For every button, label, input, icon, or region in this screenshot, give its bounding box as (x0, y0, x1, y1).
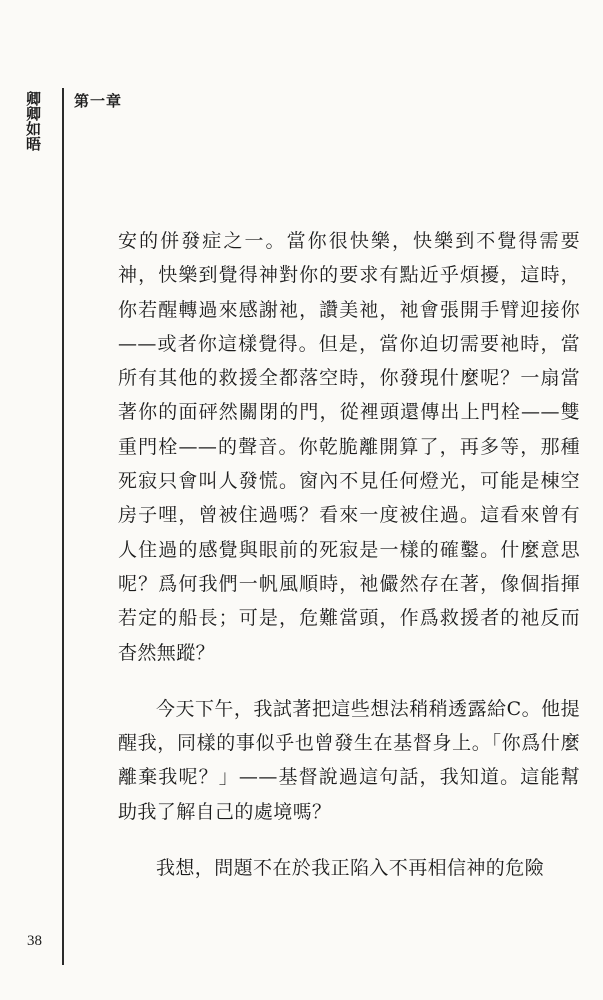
chapter-heading: 第一章 (74, 92, 123, 110)
page-number: 38 (27, 933, 42, 949)
book-title: 卿卿如晤 (24, 91, 42, 151)
paragraph: 今天下午，我試著把這些想法稍稍透露給C。他提醒我，同樣的事似乎也曾發生在基督身上。「你爲什麼離棄我呢？」——基督說過這句話，我知道。這能幫助我了解自己的處境嗎？ (118, 697, 580, 823)
vertical-rule (62, 88, 64, 965)
body-text (118, 224, 580, 885)
paragraph: 我想，問題不在於我正陷入不再相信神的危險 (156, 857, 545, 880)
paragraph: 安的併發症之一。當你很快樂，快樂到不覺得需要神，快樂到覺得神對你的要求有點近乎煩擾，這時，你若醒轉過來感謝祂，讚美祂，祂會張開手臂迎接你——或者你這樣覺得。但是，當你迫切需要祂時，當所有其他的救援全都落空時，你發現什麼呢？一扇當著你的面砰然關閉的門，從裡頭還傳出上門栓——雙重門栓——的聲音。你乾脆離開算了，再多等，那種死寂只會叫人發慌。窗內不見任何燈光，可能是棟空房子哩，曾被住過嗎？看來一度被住過。這看來曾有人住過的感覺與眼前的死寂是一樣的確鑿。什麼意思呢？爲何我們一帆風順時，祂儼然存在著，像個指揮若定的船長；可是，危難當頭，作爲救援者的祂反而杳然無蹤？ (118, 230, 580, 664)
